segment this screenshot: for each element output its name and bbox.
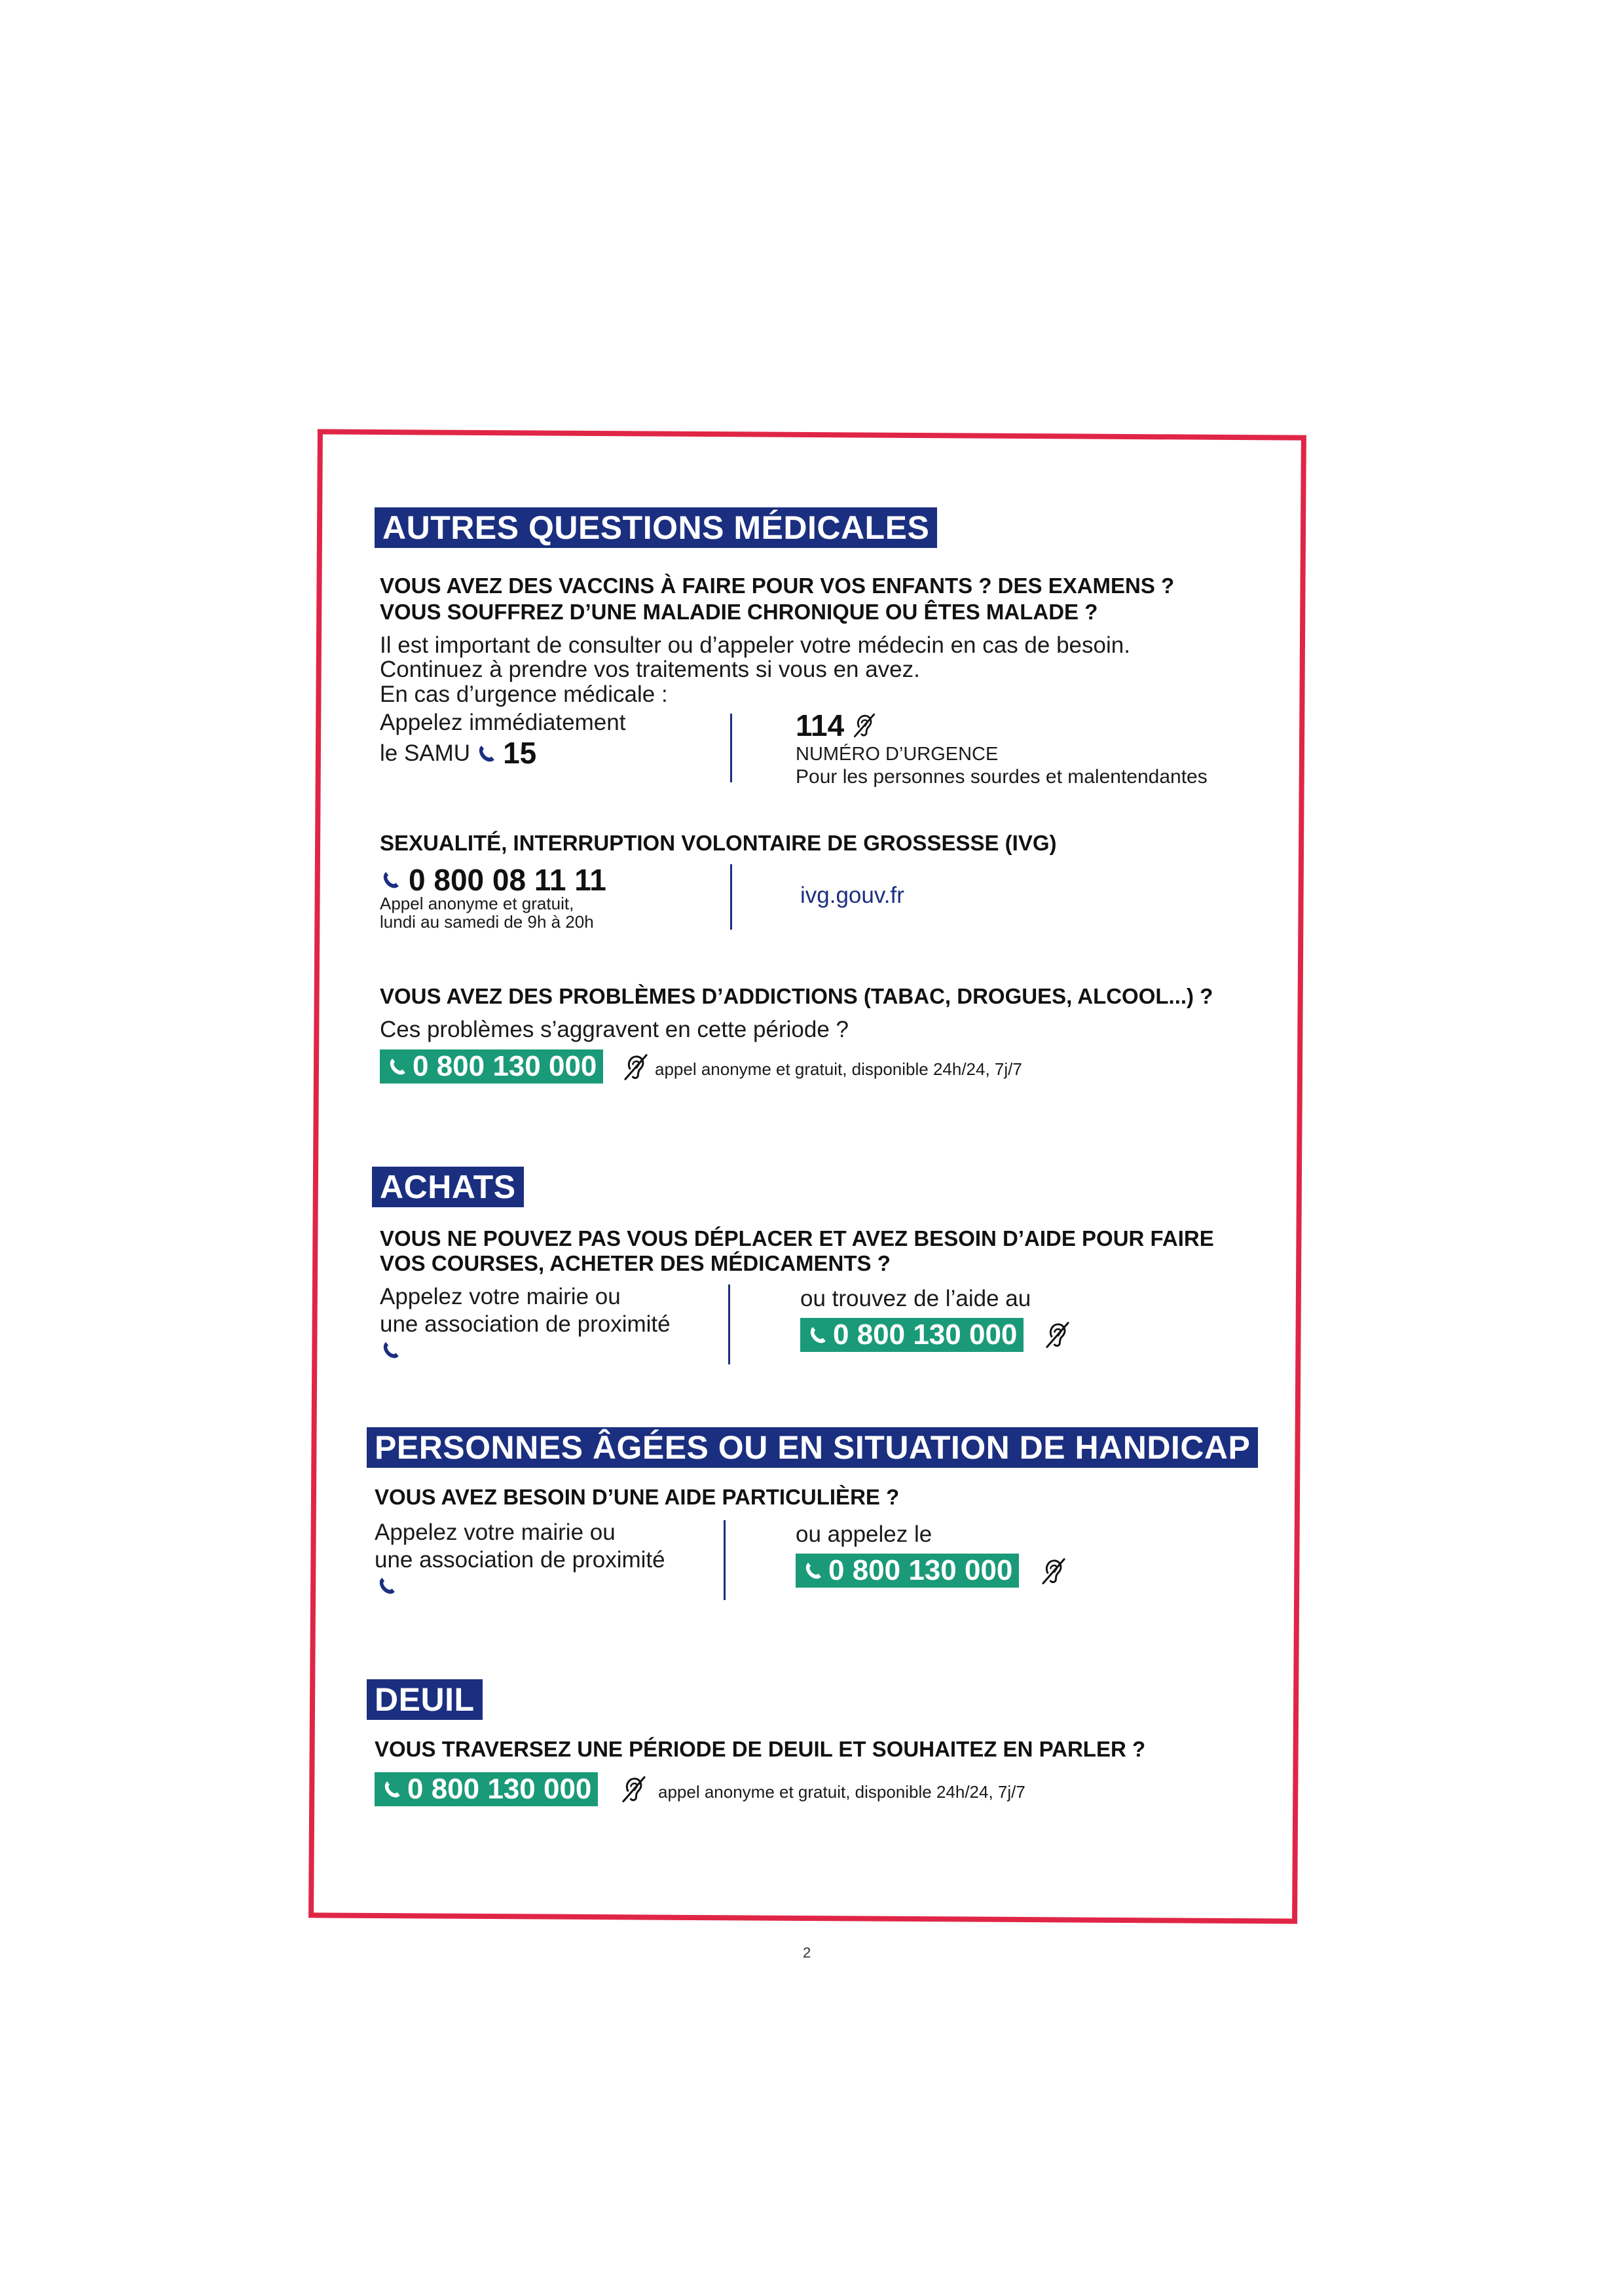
addiction-note: appel anonyme et gratuit, disponible 24h/24, 7j/7 [655,1059,1022,1079]
addiction-text: Ces problèmes s’aggravent en cette période ? [380,1017,849,1042]
medical-question-line2: VOUS SOUFFREZ D’UNE MALADIE CHRONIQUE OU ÊTES MALADE ? [380,600,1098,624]
handicap-number: 0 800 130 000 [828,1554,1013,1586]
addiction-number: 0 800 130 000 [413,1050,597,1082]
emergency-number[interactable]: 114 [796,708,845,742]
achats-question-line1: VOUS NE POUVEZ PAS VOUS DÉPLACER ET AVEZ BESOIN D’AIDE POUR FAIRE [380,1226,1214,1250]
phone-icon [802,1559,824,1582]
emergency-desc: Pour les personnes sourdes et malentendantes [796,766,1208,788]
section-title-medical: AUTRES QUESTIONS MÉDICALES [375,507,937,548]
samu-number[interactable]: 15 [503,736,537,770]
handicap-right-text: ou appelez le [796,1522,932,1547]
medical-text-line3: En cas d’urgence médicale : [380,682,668,707]
phone-icon [386,1055,409,1078]
medical-text-line2: Continuez à prendre vos traitements si vous en avez. [380,657,920,682]
deaf-icon [1043,1320,1073,1350]
phone-icon [376,1575,398,1597]
deuil-question: VOUS TRAVERSEZ UNE PÉRIODE DE DEUIL ET SOUHAITEZ EN PARLER ? [375,1737,1146,1761]
achats-left-line2: une association de proximité [380,1311,671,1337]
deaf-icon [1039,1556,1069,1586]
medical-text-line1: Il est important de consulter ou d’appeler votre médecin en cas de besoin. [380,632,1130,658]
phone-icon [475,742,498,765]
deuil-note: appel anonyme et gratuit, disponible 24h/24, 7j/7 [658,1782,1025,1802]
phone-icon [381,1778,403,1800]
phone-icon [380,1339,402,1361]
phone-icon [380,869,402,891]
ivg-number-row [380,863,606,897]
divider-ivg [730,864,732,930]
deaf-icon [621,1052,651,1082]
divider-handicap [724,1520,726,1600]
divider-samu [730,714,732,782]
medical-question-line1: VOUS AVEZ DES VACCINS À FAIRE POUR VOS ENFANTS ? DES EXAMENS ? [380,574,1175,598]
emergency-label: NUMÉRO D’URGENCE [796,744,999,765]
achats-question-line2: VOS COURSES, ACHETER DES MÉDICAMENTS ? [380,1251,891,1275]
phone-icon [807,1324,829,1346]
page-number: 2 [803,1944,811,1961]
achats-number: 0 800 130 000 [833,1319,1018,1351]
ivg-note-line1: Appel anonyme et gratuit, [380,894,574,913]
handicap-phone-button[interactable] [796,1554,1019,1588]
section-title-handicap: PERSONNES ÂGÉES OU EN SITUATION DE HANDICAP [367,1427,1258,1468]
addiction-phone-button[interactable] [380,1049,603,1084]
deuil-phone-button[interactable] [375,1772,598,1806]
ivg-note-line2: lundi au samedi de 9h à 20h [380,912,594,932]
samu-label: le SAMU [380,740,471,766]
handicap-left-line1: Appelez votre mairie ou [375,1520,616,1545]
addiction-question: VOUS AVEZ DES PROBLÈMES D’ADDICTIONS (TABAC, DROGUES, ALCOOL...) ? [380,984,1213,1008]
deaf-icon [619,1774,649,1804]
deaf-icon [851,712,878,739]
ivg-link[interactable]: ivg.gouv.fr [800,883,904,908]
deuil-number: 0 800 130 000 [407,1773,592,1805]
achats-left-line1: Appelez votre mairie ou [380,1284,621,1309]
divider-achats [728,1285,730,1364]
ivg-number[interactable]: 0 800 08 11 11 [409,863,606,897]
handicap-question: VOUS AVEZ BESOIN D’UNE AIDE PARTICULIÈRE ? [375,1485,900,1509]
section-title-deuil: DEUIL [367,1679,483,1720]
samu-line2 [380,736,537,770]
samu-line1: Appelez immédiatement [380,710,626,735]
emergency-number-row [796,708,878,742]
section-title-achats: ACHATS [372,1167,524,1207]
achats-right-text: ou trouvez de l’aide au [800,1286,1031,1311]
achats-phone-button[interactable] [800,1318,1024,1352]
handicap-left-line2: une association de proximité [375,1547,665,1573]
ivg-question: SEXUALITÉ, INTERRUPTION VOLONTAIRE DE GROSSESSE (IVG) [380,831,1057,855]
